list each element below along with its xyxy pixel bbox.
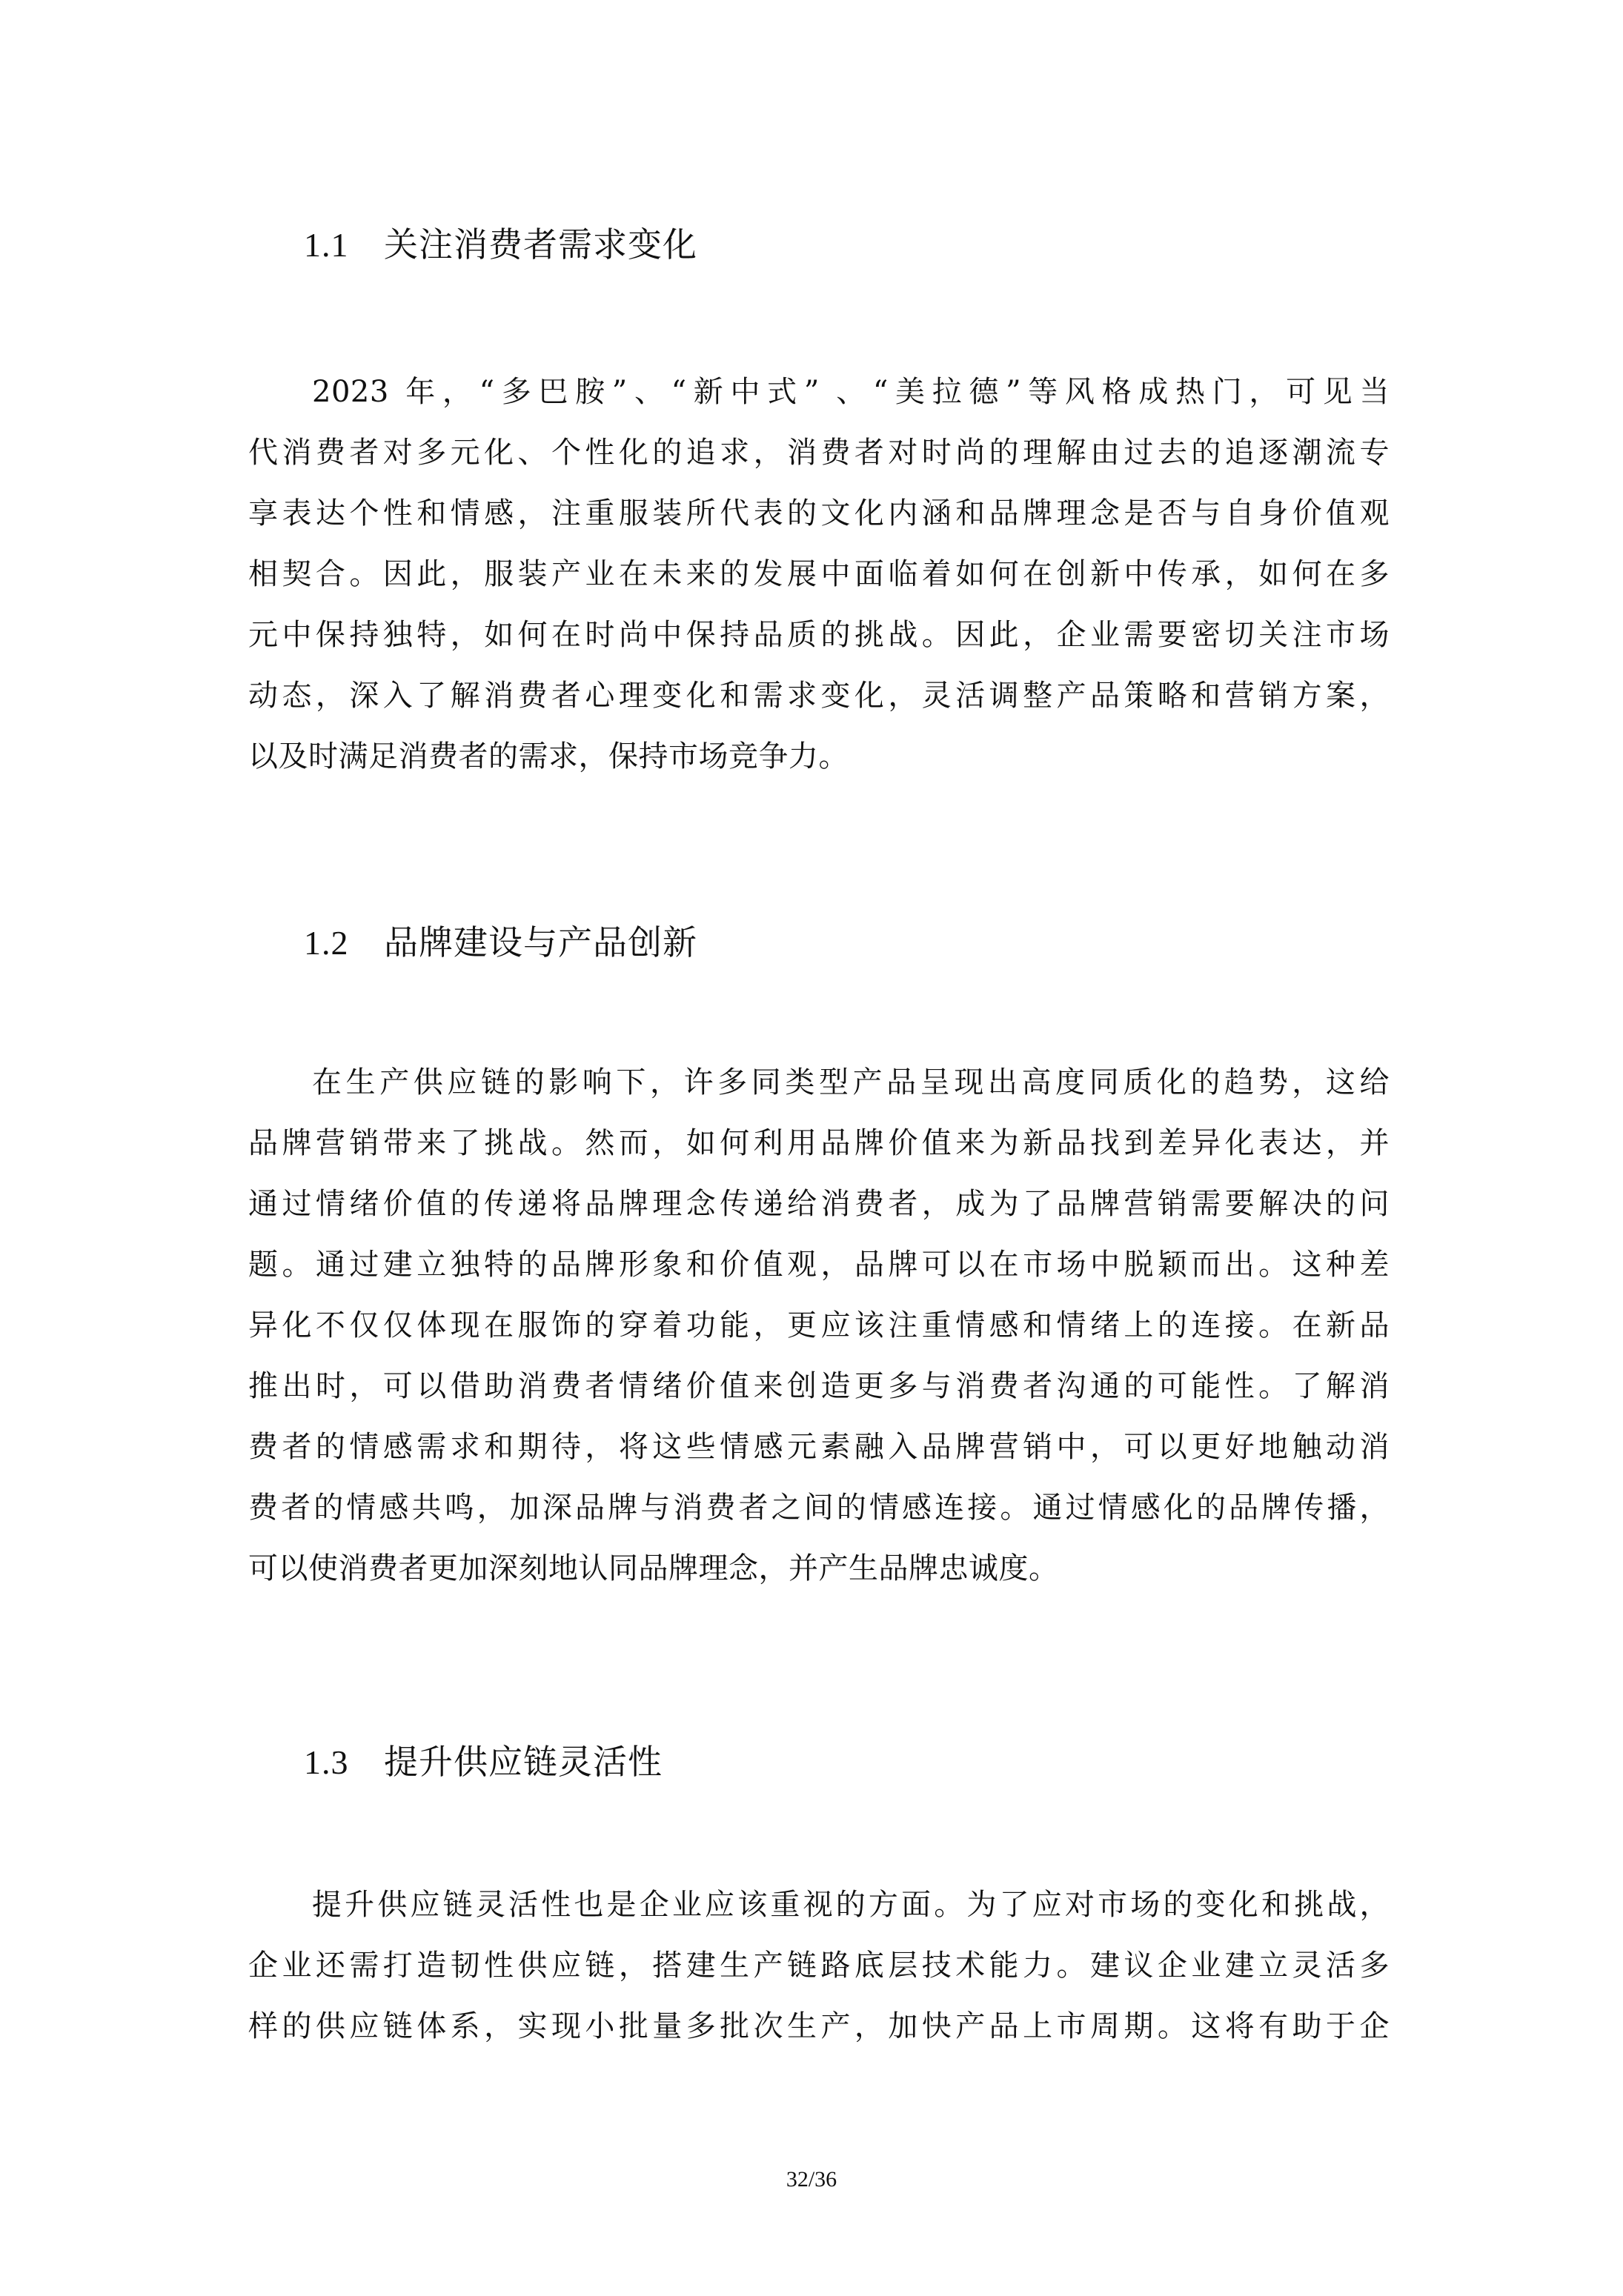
- paragraph-line: 提升供应链灵活性也是企业应该重视的方面。为了应对市场的变化和挑战，: [312, 1888, 1390, 1922]
- paragraph-line: 企业还需打造韧性供应链，搭建生产链路底层技术能力。建议企业建立灵活多: [248, 1949, 1390, 1983]
- section-title: 关注消费者需求变化: [384, 224, 697, 264]
- paragraph-line: 通过情绪价值的传递将品牌理念传递给消费者，成为了品牌营销需要解决的问: [248, 1187, 1390, 1221]
- section-paragraph-1-3: [248, 1874, 1390, 2057]
- section-number: 1.3: [304, 1743, 349, 1781]
- section-number: 1.2: [304, 924, 349, 962]
- section-paragraph-1-1: [248, 362, 1390, 787]
- section-heading-1-3: [304, 1732, 663, 1791]
- paragraph-line: 在生产供应链的影响下，许多同类型产品呈现出高度同质化的趋势，这给: [312, 1065, 1390, 1099]
- section-heading-1-1: [304, 215, 697, 274]
- section-title: 品牌建设与产品创新: [384, 922, 697, 962]
- section-number: 1.1: [304, 226, 349, 264]
- paragraph-line: 推出时，可以借助消费者情绪价值来创造更多与消费者沟通的可能性。了解消: [248, 1369, 1390, 1403]
- paragraph-line: 费者的情感需求和期待，将这些情感元素融入品牌营销中，可以更好地触动消: [248, 1430, 1390, 1464]
- paragraph-line: 以及时满足消费者的需求，保持市场竞争力。: [248, 739, 849, 773]
- paragraph-line: 动态，深入了解消费者心理变化和需求变化，灵活调整产品策略和营销方案，: [248, 679, 1390, 713]
- section-title: 提升供应链灵活性: [384, 1742, 663, 1782]
- paragraph-line: 样的供应链体系，实现小批量多批次生产，加快产品上市周期。这将有助于企: [248, 2009, 1390, 2043]
- paragraph-line: 异化不仅仅体现在服饰的穿着功能，更应该注重情感和情绪上的连接。在新品: [248, 1308, 1390, 1342]
- page-number: 32/36: [786, 2167, 837, 2192]
- paragraph-line: 品牌营销带来了挑战。然而，如何利用品牌价值来为新品找到差异化表达，并: [248, 1126, 1390, 1160]
- paragraph-line: 2023 年，“多巴胺”、“新中式” 、“美拉德”等风格成热门，可见当: [312, 375, 1390, 409]
- paragraph-line: 可以使消费者更加深刻地认同品牌理念，并产生品牌忠诚度。: [248, 1551, 1059, 1585]
- paragraph-line: 题。通过建立独特的品牌形象和价值观，品牌可以在市场中脱颖而出。这种差: [248, 1248, 1390, 1282]
- paragraph-line: 费者的情感共鸣，加深品牌与消费者之间的情感连接。通过情感化的品牌传播，: [248, 1491, 1390, 1525]
- paragraph-line: 享表达个性和情感，注重服装所代表的文化内涵和品牌理念是否与自身价值观: [248, 496, 1390, 530]
- section-heading-1-2: [304, 913, 697, 972]
- section-paragraph-1-2: [248, 1052, 1390, 1599]
- paragraph-line: 相契合。因此，服装产业在未来的发展中面临着如何在创新中传承，如何在多: [248, 557, 1390, 591]
- paragraph-line: 代消费者对多元化、个性化的追求，消费者对时尚的理解由过去的追逐潮流专: [248, 436, 1390, 470]
- paragraph-line: 元中保持独特，如何在时尚中保持品质的挑战。因此，企业需要密切关注市场: [248, 618, 1390, 652]
